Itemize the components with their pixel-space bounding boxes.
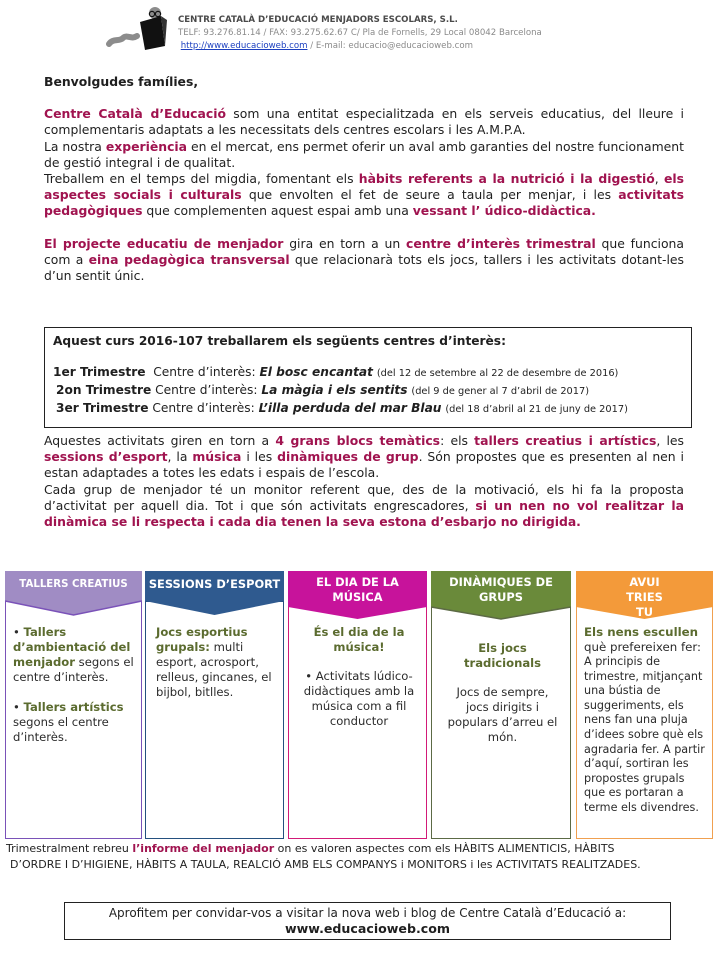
text: : els — [440, 433, 475, 448]
highlight: experiència — [105, 138, 188, 154]
label: Centre d’interès: — [152, 401, 259, 415]
paragraph-work — [44, 171, 684, 220]
letterhead — [105, 4, 625, 56]
text: gira en torn a un — [283, 235, 406, 251]
text: i les — [241, 449, 278, 465]
column-dinamiques-grups — [431, 571, 571, 839]
bullet-head: Tallers d’ambientació del menjador — [13, 625, 131, 669]
column-title: EL DIA DE LA MÚSICA — [316, 575, 399, 604]
highlight: Centre Català d’Educació — [44, 106, 226, 122]
date-range: (del 12 de setembre al 22 de desembre de 2016) — [376, 368, 619, 379]
highlight: eina pedagògica transversal — [88, 251, 290, 267]
trimester-row-1 — [53, 364, 683, 382]
date-range: (del 18 d’abril al 21 de juny de 2017) — [445, 404, 628, 415]
term-label: 3er Trimestre — [56, 401, 149, 415]
text: Treballem en el temps del migdia, fomentant els — [44, 171, 359, 187]
text: som una entitat especialitzada en els serveis educatius, del lleure i complementaris adaptats a les necessitats dels centres escolars i les A.M.P.A. — [44, 106, 684, 138]
content-head: Els nens escullen — [584, 625, 699, 639]
column-title: TALLERS CREATIUS — [19, 579, 128, 590]
highlight: els aspectes socials i culturals — [44, 171, 684, 203]
text: que envolten el fet de seure a taula per menjar, i les — [241, 187, 619, 203]
column-tallers-creatius — [5, 571, 142, 839]
text: que relacionarà tots els jocs, tallers i les activitats dotant-les d’un sentit únic. — [44, 251, 684, 284]
term-label: 2on Trimestre — [56, 383, 152, 397]
bookworm-reading-logo-icon — [105, 4, 175, 54]
highlight: 4 grans blocs temàtics — [275, 433, 441, 448]
highlight: activitats pedagògiques — [44, 187, 685, 219]
column-title: AVUI TRIES TU — [626, 575, 663, 619]
text: Trimestralment rebreu — [6, 842, 133, 855]
trimester-box — [44, 327, 692, 428]
email-info: / E-mail: educacio@educacioweb.com — [307, 41, 473, 51]
letter-body — [44, 74, 684, 284]
highlight: hàbits referents a la nutrició i la digestió — [358, 171, 655, 187]
content-head: Els jocs tradicionals — [463, 641, 542, 670]
text: , — [654, 171, 664, 187]
paragraph-blocks — [44, 433, 684, 482]
highlight: centre d’interès trimestral — [405, 235, 596, 251]
theme-name: El bosc encantat — [259, 365, 373, 379]
column-avui-tries-tu — [576, 571, 713, 839]
text: en el mercat, ens permet oferir un aval amb garanties del nostre funcionament de gestió integral i de qualitat. — [44, 138, 684, 170]
highlight: sessions d’esport — [44, 449, 168, 465]
label: Centre d’interès: — [153, 365, 260, 379]
report-note — [6, 841, 720, 873]
paragraph-project — [44, 236, 684, 285]
highlight: dinàmiques de grup — [277, 449, 419, 465]
label: Centre d’interès: — [155, 383, 262, 397]
bullet-text: segons el centre d’interès. — [13, 715, 109, 744]
text: Cada grup de menjador té un monitor referent que, des de la motivació, els hi fa la proposta d’activitat per aquell dia. Tot i que són activitats engrescadores, — [44, 481, 684, 513]
column-content: • Tallers d’ambientació del menjador segons el centre d’interès. • Tallers artístics segons el centre d’interès. — [13, 625, 134, 744]
highlight: vessant l’ údico-didàctica. — [412, 203, 596, 219]
text: que complementen aquest espai amb una — [142, 203, 413, 219]
content-head: Jocs esportius grupals: — [156, 625, 248, 654]
greeting: Benvolgudes famílies, — [44, 74, 199, 89]
bullet-text: segons el centre d’interès. — [13, 655, 134, 684]
text: Aquestes activitats giren en torn a — [44, 433, 276, 448]
column-title: SESSIONS D’ESPORT — [148, 577, 281, 591]
trimester-row-3 — [53, 400, 683, 418]
bullet-head: Tallers artístics — [23, 700, 124, 714]
invite-url-link[interactable]: www.educacioweb.com — [284, 921, 451, 936]
column-content — [439, 641, 566, 745]
highlight: El projecte educatiu de menjador — [44, 235, 284, 251]
text: La nostra — [44, 138, 106, 154]
company-name: CENTRE CATALÀ D’EDUCACIÓ MENJADORS ESCOLARS, S.L. — [178, 15, 458, 25]
text: on es valoren aspectes com els HÀBITS ALIMENTICIS, HÀBITS — [274, 842, 615, 855]
website-link[interactable]: http://www.educacioweb.com — [180, 41, 308, 51]
content-text: què prefereixen fer: — [584, 640, 701, 654]
term-label: 1er Trimestre — [53, 365, 146, 379]
theme-name: La màgia i els sentits — [261, 383, 408, 397]
column-sessions-esport — [145, 571, 284, 839]
content-head: És el dia de la música! — [313, 625, 405, 654]
column-dia-musica — [288, 571, 427, 839]
contact-info: TELF: 93.276.81.14 / FAX: 93.275.62.67 C/ Pla de Fornells, 29 Local 08042 Barcelona — [178, 28, 542, 38]
column-title: DINÀMIQUES DE GRUPS — [449, 575, 553, 604]
text: . Són propostes que es presenten al nen i estan adaptades a totes les edats i espais de l’escola. — [44, 449, 684, 481]
highlight: música — [192, 449, 242, 465]
invite-text: Aprofitem per convidar-vos a visitar la nova web i blog de Centre Català d’Educació a: — [108, 906, 627, 920]
content-text: Jocs de sempre, jocs dirigits i populars d’arreu el món. — [447, 685, 558, 744]
content-text: • Activitats lúdico-didàctiques amb la música com a fil conductor — [303, 669, 415, 728]
column-content — [584, 625, 708, 816]
paragraph-intro — [44, 106, 684, 138]
theme-name: L’illa perduda del mar Blau — [258, 401, 442, 415]
column-content — [153, 625, 279, 700]
text: que funciona com a — [44, 235, 684, 267]
highlight: l’informe del menjador — [132, 842, 275, 855]
invite-box — [64, 902, 671, 940]
content-text: multi esport, acrosport, relleus, gincanes, el bijbol, bitlles. — [156, 640, 272, 699]
text: D’ORDRE I D’HIGIENE, HÀBITS A TAULA, REALCIÓ AMB ELS COMPANYS i MONITORS i les ACTIVITATS REALITZADES. — [10, 858, 641, 871]
paragraph-monitor — [44, 482, 684, 531]
text: , les — [656, 433, 684, 448]
text: , la — [167, 449, 193, 465]
trimester-box-title: Aquest curs 2016-107 treballarem els següents centres d’interès: — [53, 334, 506, 348]
date-range: (del 9 de gener al 7 d’abril de 2017) — [411, 386, 590, 397]
content-text: A principis de trimestre, mitjançant una bústia de suggeriments, els nens fan una pluja d’idees sobre què els agradaria fer. A partir d’aquí, sortiran les propostes grupals que es portaran a terme els divendres. — [584, 655, 705, 814]
paragraph-experience — [44, 139, 684, 171]
column-content — [296, 625, 422, 729]
highlight: tallers creatius i artístics — [474, 433, 657, 448]
activity-columns — [5, 571, 715, 839]
activities-text — [44, 433, 684, 530]
trimester-row-2 — [53, 382, 683, 400]
highlight: si un nen no vol realitzar la dinàmica se li respecta i cada dia tenen la seva estona d’esbarjo no dirigida. — [44, 497, 684, 530]
